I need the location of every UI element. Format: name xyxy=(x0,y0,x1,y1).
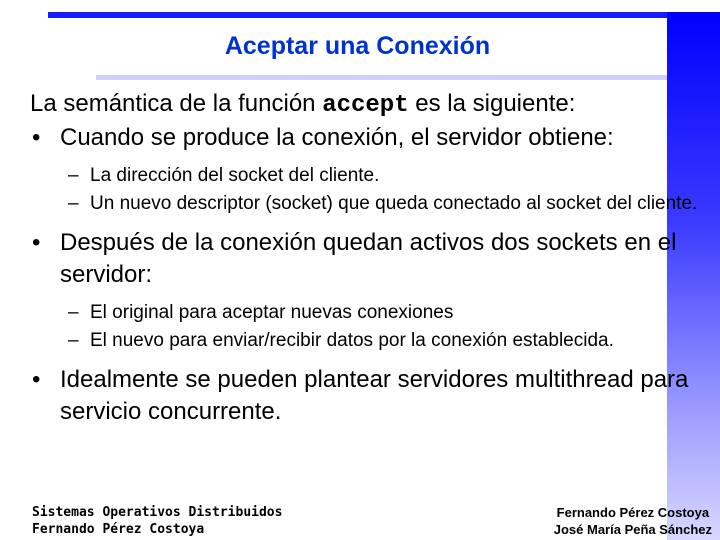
dash-marker: – xyxy=(68,165,79,186)
footer-author-left: Fernando Pérez Costoya xyxy=(32,522,205,537)
dash-marker: – xyxy=(68,193,79,214)
footer-author-1: Fernando Pérez Costoya xyxy=(556,505,710,520)
sub-bullet-2-1-text: El original para aceptar nuevas conexiones xyxy=(90,302,454,323)
intro-code-accept: accept xyxy=(322,92,409,119)
intro-text-after: es la siguiente: xyxy=(408,90,576,117)
sub-bullet-2-2 xyxy=(30,327,710,355)
slide-title: Aceptar una Conexión xyxy=(224,32,491,60)
bullet-1 xyxy=(30,122,710,154)
dash-marker: – xyxy=(68,330,79,351)
bullet-marker: • xyxy=(32,229,41,256)
sub-bullet-1-2 xyxy=(30,190,710,218)
bullet-2-text: Después de la conexión quedan activos dos sockets en el servidor: xyxy=(60,229,677,288)
bullet-1-text: Cuando se produce la conexión, el servidor obtiene: xyxy=(60,124,614,151)
sub-bullet-2-2-text: El nuevo para enviar/recibir datos por la conexión establecida. xyxy=(90,330,614,351)
footer-author-2: José María Peña Sánchez xyxy=(553,522,712,537)
sub-bullet-1-1-text: La dirección del socket del cliente. xyxy=(90,165,380,186)
bullet-3 xyxy=(30,364,710,428)
footer-left xyxy=(32,504,282,538)
bullet-marker: • xyxy=(32,124,41,151)
dash-marker: – xyxy=(68,302,79,323)
footer-right xyxy=(554,504,712,538)
sub-bullet-2-1 xyxy=(30,299,710,327)
title-underline-band xyxy=(96,75,667,80)
slide-body xyxy=(30,88,710,428)
footer-course-name: Sistemas Operativos Distribuidos xyxy=(32,505,283,520)
sub-bullet-1-1 xyxy=(30,162,710,190)
intro-text-before: La semántica de la función xyxy=(30,90,323,117)
bullet-2 xyxy=(30,227,710,291)
intro-paragraph xyxy=(30,88,710,122)
bullet-3-text: Idealmente se pueden plantear servidores multithread para servicio concurrente. xyxy=(60,366,689,425)
sub-bullet-1-2-text: Un nuevo descriptor (socket) que queda conectado al socket del cliente. xyxy=(90,193,698,214)
bullet-marker: • xyxy=(32,366,41,393)
